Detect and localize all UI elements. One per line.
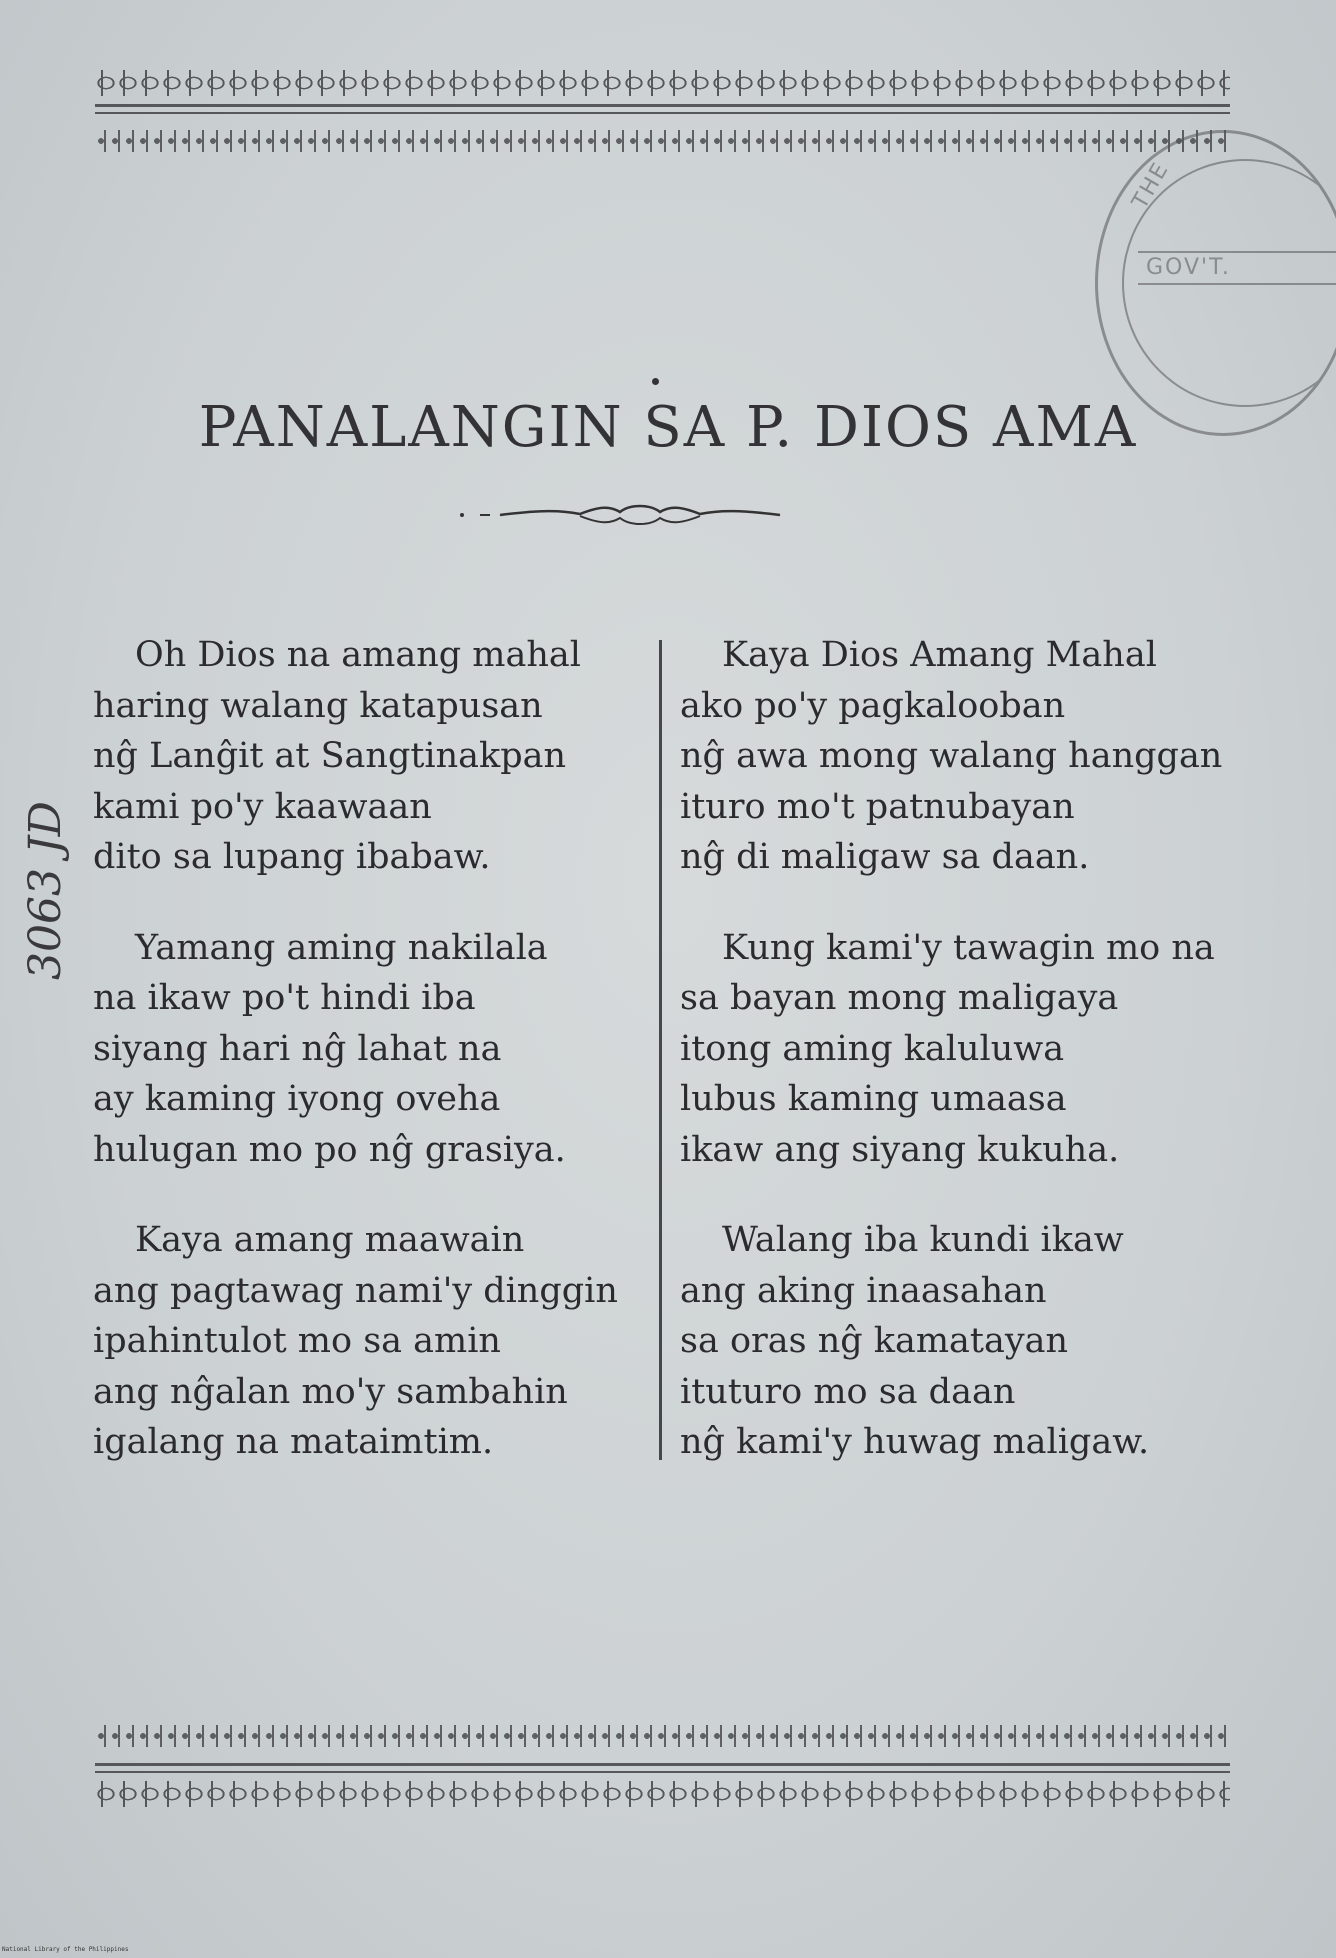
title-dot	[652, 378, 659, 385]
verse-line: na ikaw po't hindi iba	[93, 978, 476, 1018]
border-rule	[95, 1763, 1230, 1766]
verse-line: hulugan mo po nĝ grasiya.	[93, 1129, 566, 1170]
verse-line: ikaw ang siyang kukuha.	[680, 1129, 1120, 1170]
stamp-top-text: THE	[1127, 157, 1175, 214]
right-verse-column	[680, 630, 1240, 1508]
verse-line: ipahintulot mo sa amin	[93, 1321, 501, 1361]
verse-line: lubus kaming umaasa	[680, 1079, 1067, 1119]
verse-line: ituro mo't patnubayan	[680, 786, 1075, 827]
verse-line: ituturo mo sa daan	[680, 1371, 1016, 1412]
border-rule	[95, 1771, 1230, 1773]
stanza	[93, 923, 653, 1176]
library-stamp	[1095, 130, 1336, 436]
verse-line: Kung kami'y tawagin mo na	[722, 927, 1215, 968]
column-divider	[659, 640, 662, 1460]
verse-line: ay kaming iyong oveha	[93, 1079, 501, 1119]
verse-line: ako po'y pagkalooban	[680, 685, 1066, 726]
bottom-border	[95, 1725, 1230, 1807]
verse-line: nĝ di maligaw sa daan.	[680, 837, 1090, 877]
stanza	[93, 1215, 653, 1468]
chain-ornament	[95, 70, 1230, 96]
border-rule	[95, 112, 1230, 114]
verse-line: itong aming kaluluwa	[680, 1028, 1065, 1069]
verse-line: Kaya Dios Amang Mahal	[722, 635, 1157, 675]
verse-line: sa bayan mong maligaya	[680, 978, 1119, 1018]
verse-line: nĝ Lanĝit at Sangtinakpan	[93, 736, 567, 776]
verse-line: Walang iba kundi ikaw	[722, 1220, 1124, 1260]
floral-ornament	[95, 130, 1230, 152]
verse-line: ang pagtawag nami'y dinggin	[93, 1270, 618, 1311]
stamp-line	[1138, 283, 1336, 285]
verse-line: igalang na mataimtim.	[93, 1422, 494, 1462]
page-title: PANALANGIN SA P. DIOS AMA	[198, 395, 1138, 460]
verse-line: ang aking inaasahan	[680, 1270, 1047, 1311]
footer-credit: National Library of the Philippines	[2, 1946, 129, 1953]
floral-ornament	[95, 1725, 1230, 1747]
handwritten-note: 3063 JD	[20, 801, 71, 980]
verse-line: nĝ awa mong walang hanggan	[680, 736, 1223, 776]
chain-ornament	[95, 1781, 1230, 1807]
verse-line: kami po'y kaawaan	[93, 786, 432, 827]
stanza	[93, 630, 653, 883]
verse-line: Oh Dios na amang mahal	[135, 635, 581, 675]
stanza	[680, 630, 1240, 883]
stamp-middle-text: GOV'T.	[1146, 255, 1231, 280]
verse-line: Yamang aming nakilala	[135, 927, 548, 968]
title-ornament	[460, 500, 820, 530]
stanza	[680, 923, 1240, 1176]
verse-line: nĝ kami'y huwag maligaw.	[680, 1422, 1150, 1462]
verse-line: Kaya amang maawain	[135, 1220, 525, 1260]
verse-line: ang nĝalan mo'y sambahin	[93, 1371, 568, 1412]
verse-line: dito sa lupang ibabaw.	[93, 837, 491, 877]
top-border	[95, 70, 1230, 152]
verse-line: haring walang katapusan	[93, 685, 543, 726]
verse-line: siyang hari nĝ lahat na	[93, 1028, 502, 1069]
border-rule	[95, 104, 1230, 107]
stamp-line	[1138, 251, 1336, 253]
verse-line: sa oras nĝ kamatayan	[680, 1321, 1069, 1361]
left-verse-column	[93, 630, 653, 1508]
stanza	[680, 1215, 1240, 1468]
